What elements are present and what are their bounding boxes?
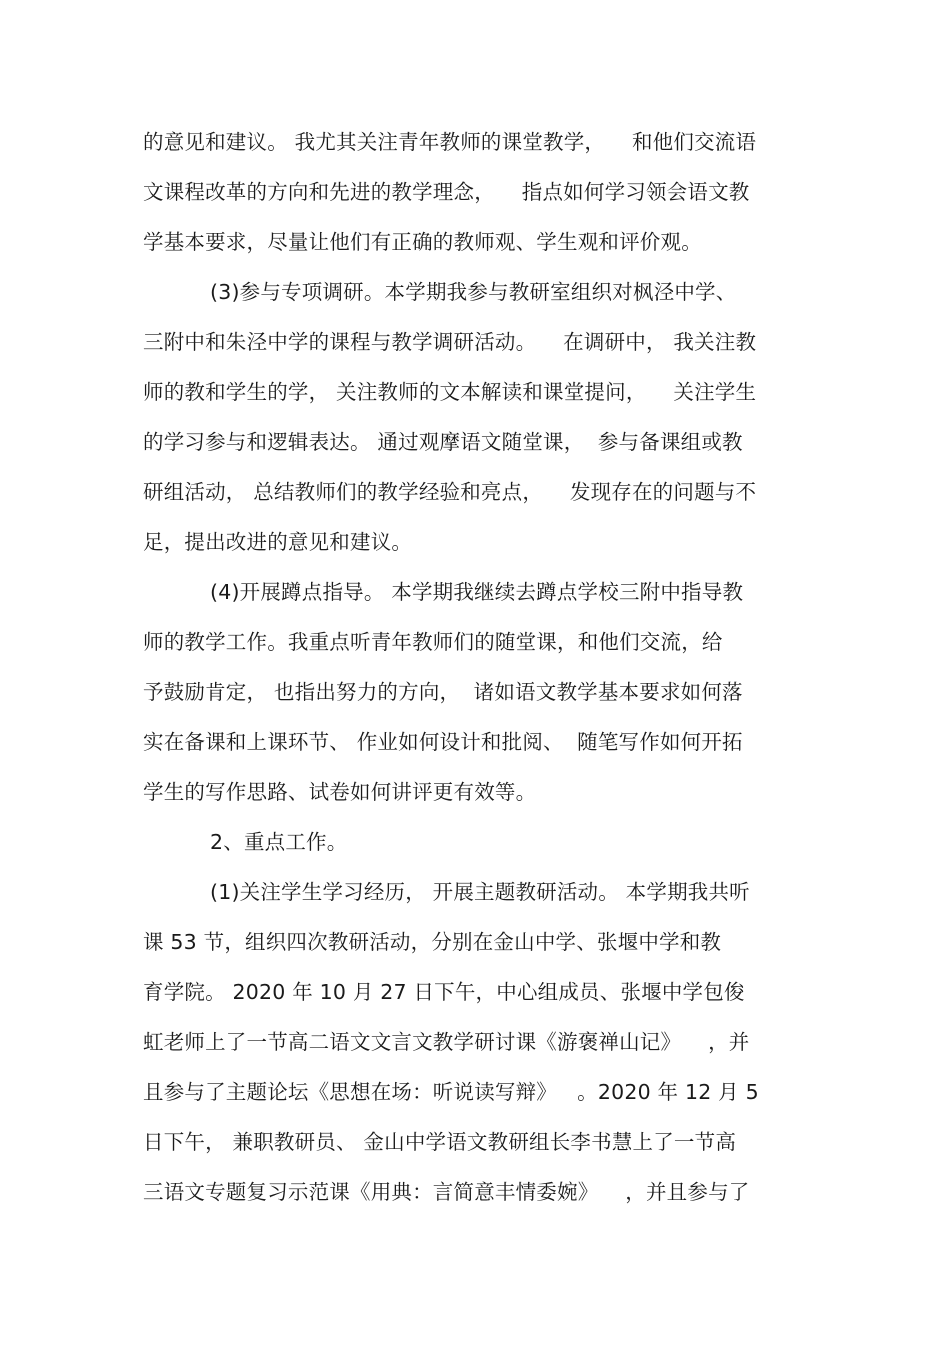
text-line: 的意见和建议。 我尤其关注青年教师的课堂教学， 和他们交流语 <box>143 130 757 154</box>
text-line: 育学院。 2020 年 10 月 27 日下午，中心组成员、张堰中学包俊 <box>143 980 745 1004</box>
paragraph-start-line: (1)关注学生学习经历， 开展主题教研活动。 本学期我共听 <box>210 880 750 904</box>
section-heading: 2、重点工作。 <box>210 830 348 854</box>
paragraph-start-line: (3)参与专项调研。本学期我参与教研室组织对枫泾中学、 <box>210 280 737 304</box>
text-line: 研组活动， 总结教师们的教学经验和亮点， 发现存在的问题与不 <box>143 480 757 504</box>
text-line: 的学习参与和逻辑表达。 通过观摩语文随堂课， 参与备课组或教 <box>143 430 743 454</box>
text-line: 日下午， 兼职教研员、 金山中学语文教研组长李书慧上了一节高 <box>143 1130 737 1154</box>
text-line: 且参与了主题论坛《思想在场：听说读写辩》 。2020 年 12 月 5 <box>143 1080 759 1104</box>
text-line: 文课程改革的方向和先进的教学理念， 指点如何学习领会语文教 <box>143 180 750 204</box>
text-line: 师的教学工作。我重点听青年教师们的随堂课，和他们交流，给 <box>143 630 723 654</box>
paragraph-start-line: (4)开展蹲点指导。 本学期我继续去蹲点学校三附中指导教 <box>210 580 744 604</box>
text-line: 实在备课和上课环节、 作业如何设计和批阅、 随笔写作如何开拓 <box>143 730 743 754</box>
text-line: 课 53 节，组织四次教研活动，分别在金山中学、张堰中学和教 <box>143 930 722 954</box>
text-line: 虹老师上了一节高二语文文言文教学研讨课《游褒禅山记》 ，并 <box>143 1030 750 1054</box>
text-line: 师的教和学生的学， 关注教师的文本解读和课堂提问， 关注学生 <box>143 380 757 404</box>
text-line: 予鼓励肯定， 也指出努力的方向， 诸如语文教学基本要求如何落 <box>143 680 743 704</box>
text-line: 学基本要求，尽量让他们有正确的教师观、学生观和评价观。 <box>143 230 702 254</box>
text-line: 足，提出改进的意见和建议。 <box>143 530 413 554</box>
text-line: 学生的写作思路、试卷如何讲评更有效等。 <box>143 780 537 804</box>
text-line: 三附中和朱泾中学的课程与教学调研活动。 在调研中， 我关注教 <box>143 330 757 354</box>
text-line: 三语文专题复习示范课《用典：言简意丰情委婉》 ，并且参与了 <box>143 1180 750 1204</box>
